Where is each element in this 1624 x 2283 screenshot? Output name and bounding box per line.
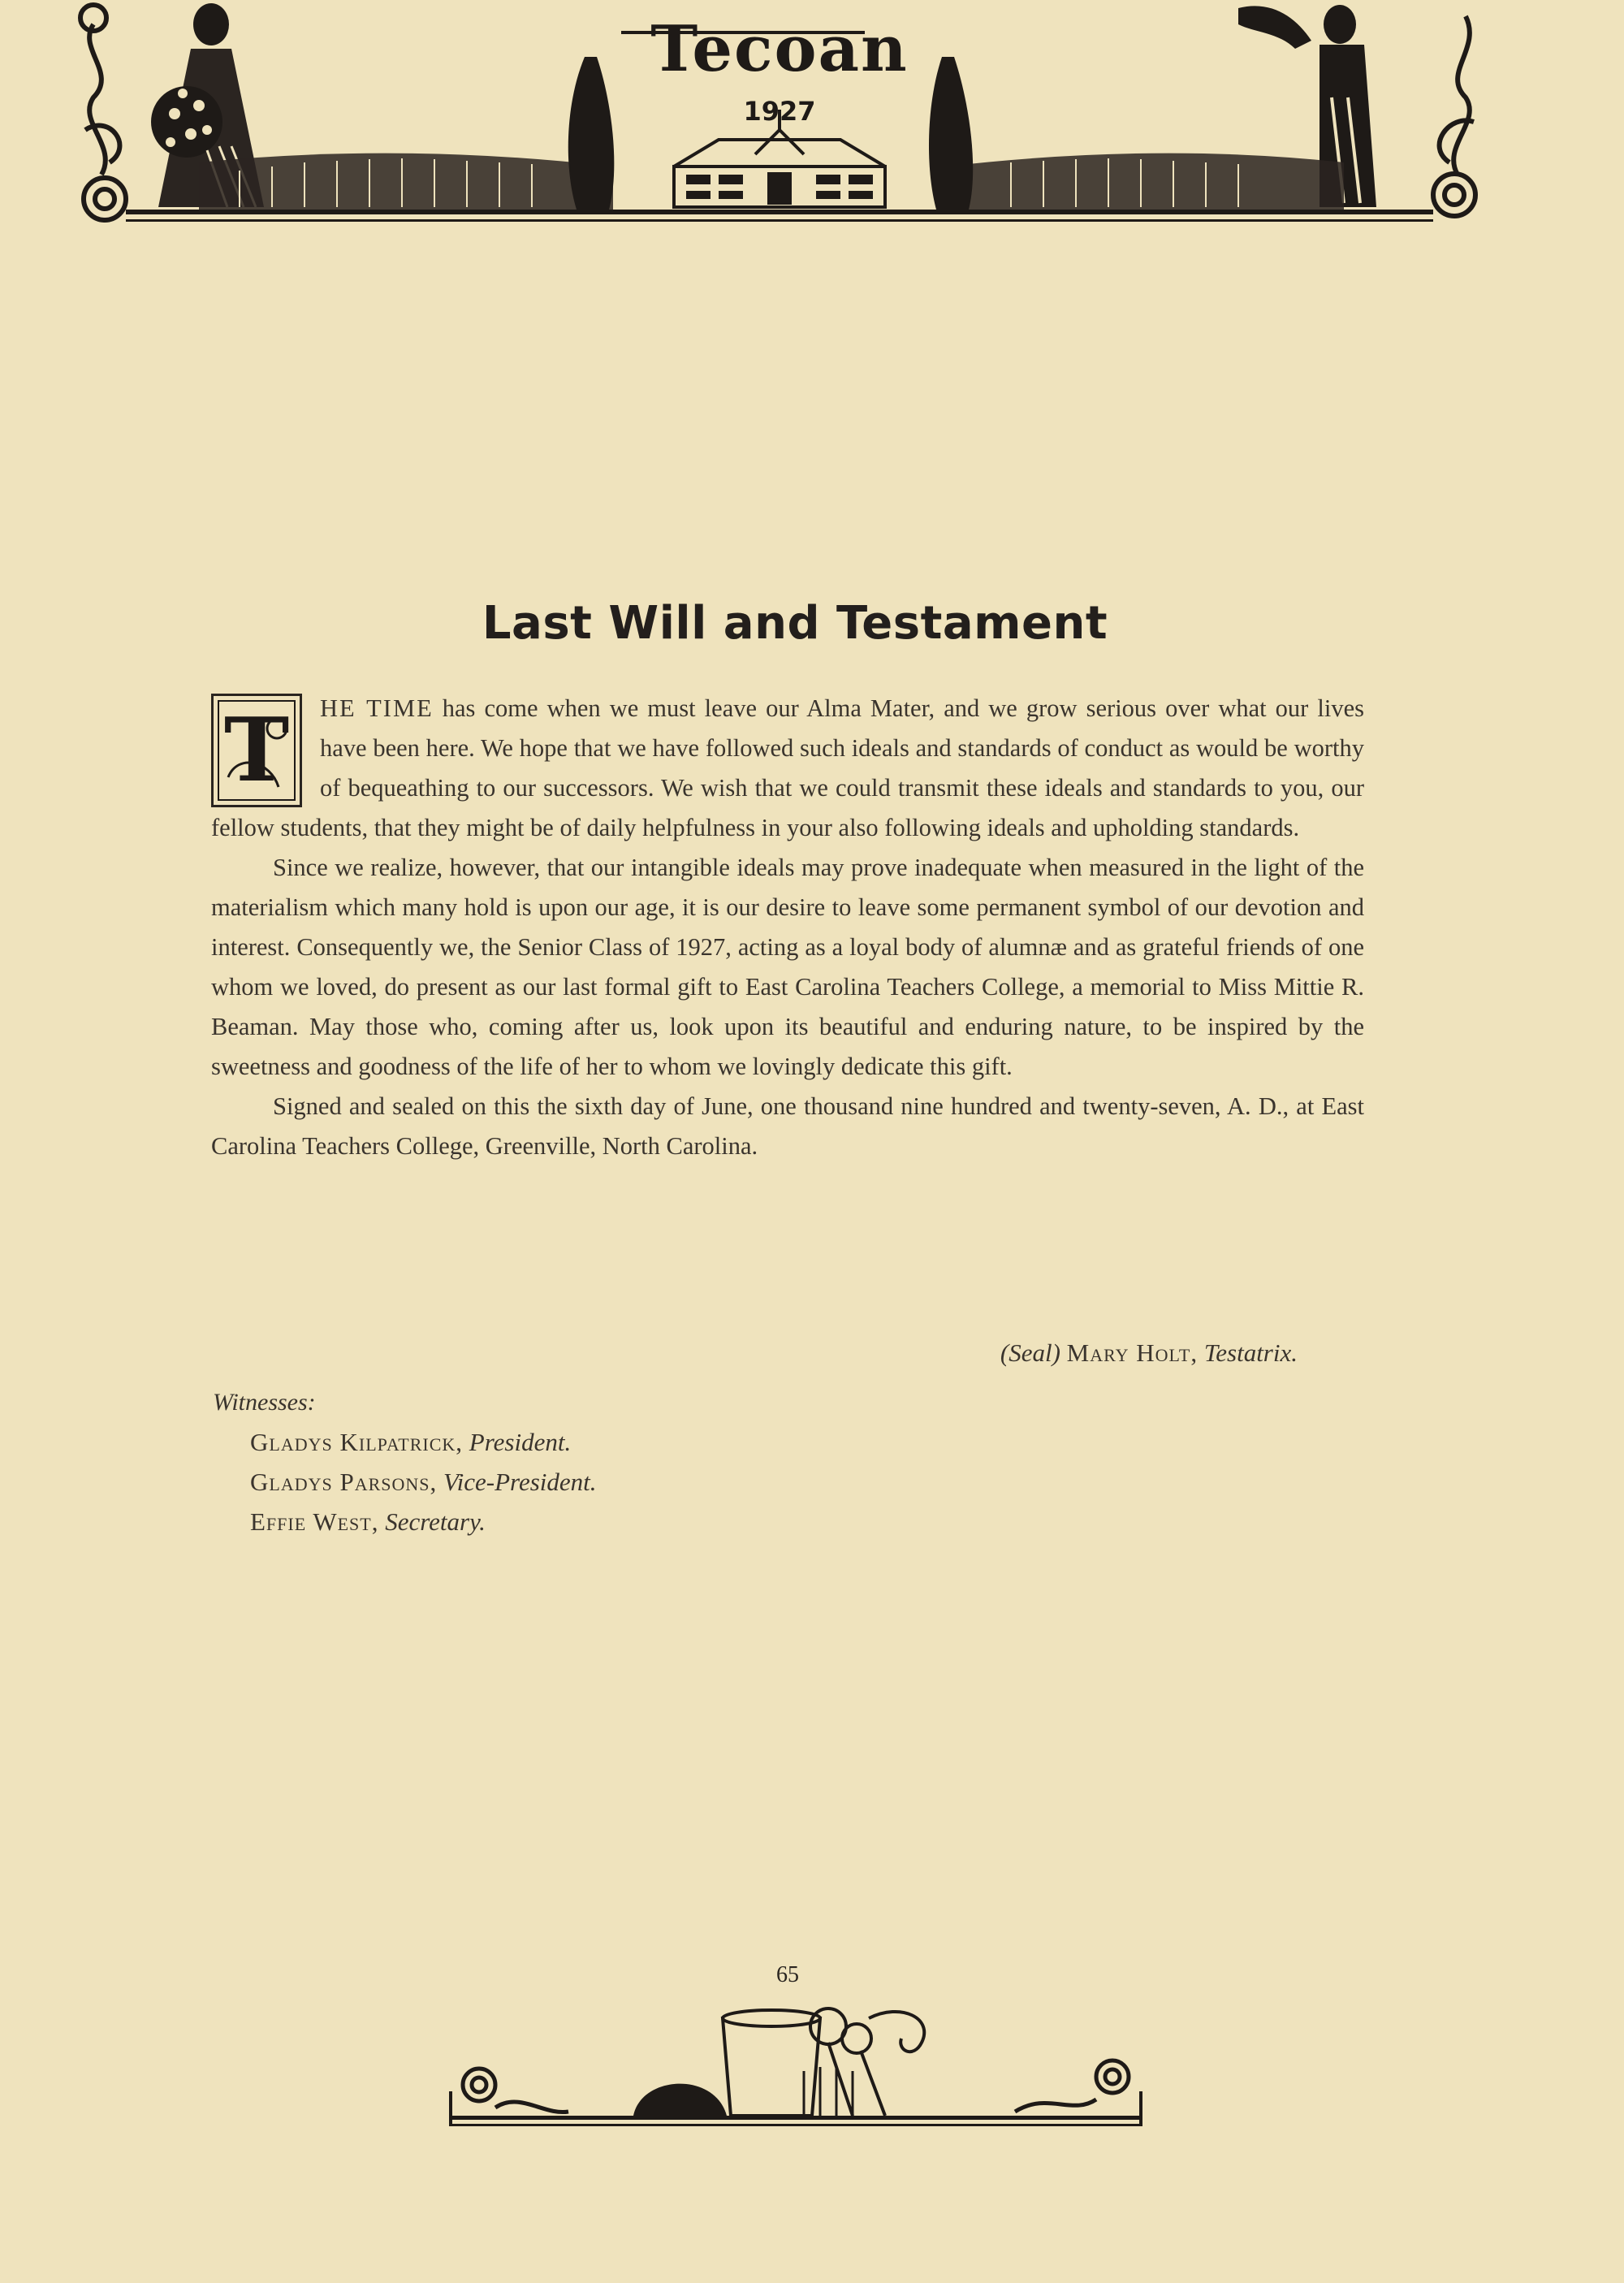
testatrix-name: Mary Holt, [1066, 1338, 1199, 1367]
signature-line [1000, 1338, 1298, 1368]
paragraph-1 [211, 689, 1364, 848]
body-text [211, 689, 1364, 1166]
witness-name: Gladys Kilpatrick, [250, 1428, 464, 1456]
paragraph-2: Since we realize, however, that our intangible ideals may prove inadequate when measured in the light of the materialism which many hold is upon our age, it is our desire to leave some permanent symbol of our devotion and interest. Consequently we, the Senior Class of 1927, acting as a loyal body of alumnæ and as grateful friends of one whom we loved, do present as our last formal gift to East Carolina Teachers College, a memorial to Miss Mittie R. Beaman. May those who, coming after us, look upon its beautiful and enduring nature, to be inspired by the sweetness and goodness of the life of her to whom we lovingly dedicate this gift. [211, 854, 1364, 1080]
seal-label: (Seal) [1000, 1338, 1060, 1367]
witness-item [250, 1507, 486, 1537]
witness-role: Vice-President. [443, 1468, 597, 1496]
witness-role: Secretary. [385, 1507, 486, 1536]
masthead-year: 1927 [743, 96, 816, 127]
witness-role: President. [469, 1428, 572, 1456]
footer-ornament-illustration [447, 1994, 1145, 2140]
witness-name: Gladys Parsons, [250, 1468, 438, 1496]
testatrix-role: Testatrix. [1203, 1338, 1298, 1367]
witness-item [250, 1468, 597, 1497]
masthead-title: Tecoan [650, 12, 909, 86]
drop-cap-letter: T [223, 699, 290, 802]
paragraph-1-text: has come when we must leave our Alma Mater, and we grow serious over what our lives have been here. We hope that we have followed such ideals and standards of conduct as would be worthy of bequeathing to our successors. We wish that we could transmit these ideals and standards to you, our fellow students, that they might be of daily helpfulness in your also following ideals and upholding standards. [211, 694, 1364, 841]
witness-item [250, 1428, 571, 1457]
page-title: Last Will and Testament [482, 597, 1108, 650]
header-banner [77, 0, 1482, 231]
witnesses-label: Witnesses: [213, 1389, 316, 1416]
witness-name: Effie West, [250, 1507, 379, 1536]
paragraph-1-caps: HE TIME [320, 694, 434, 722]
page-number: 65 [776, 1962, 799, 1987]
drop-cap [211, 694, 302, 807]
paragraph-3: Signed and sealed on this the sixth day of June, one thousand nine hundred and twenty-seven, A. D., at East Carolina Teachers College, Greenville, North Carolina. [211, 1092, 1364, 1160]
